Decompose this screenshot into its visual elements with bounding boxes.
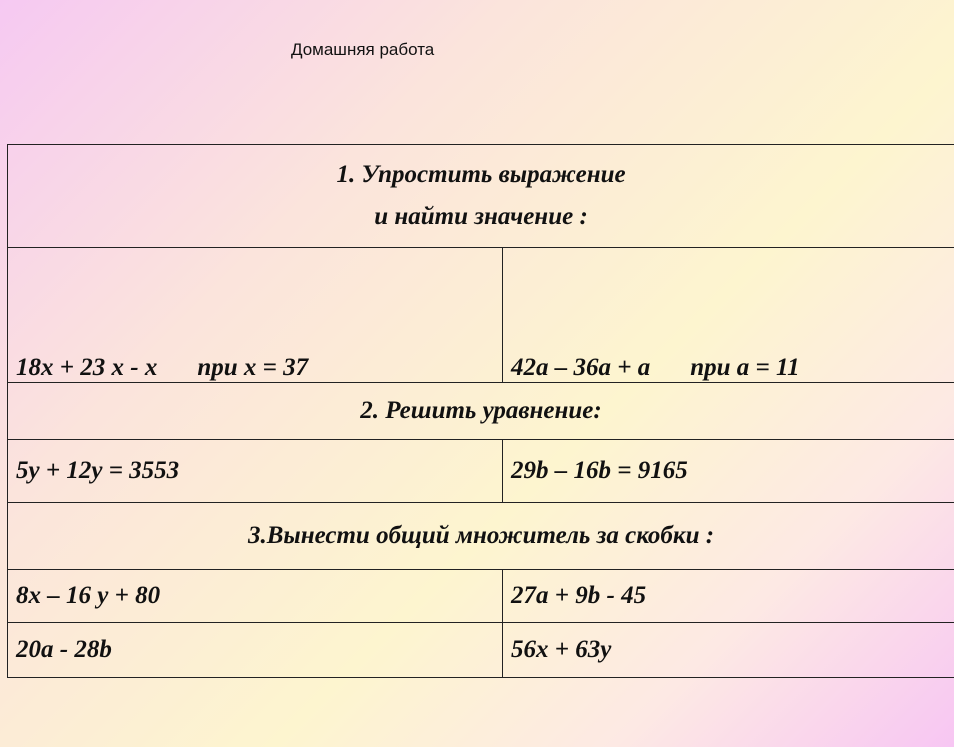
task1-right-cell xyxy=(503,248,954,383)
task3-row2-left: 20a - 28b xyxy=(8,623,503,678)
task3-row1-right: 27a + 9b - 45 xyxy=(503,570,954,623)
task3-row2-right: 56x + 63y xyxy=(503,623,954,678)
task1-heading-line1: 1. Упростить выражение xyxy=(336,161,626,188)
task1-heading xyxy=(8,145,954,248)
task1-heading-line2: и найти значение : xyxy=(374,203,588,230)
task1-right-expression: 42a – 36a + a xyxy=(511,354,651,381)
task2-heading: 2. Решить уравнение: xyxy=(8,383,954,440)
page-title: Домашняя работа xyxy=(291,40,435,59)
task1-left-expression: 18x + 23 x - x xyxy=(16,354,158,381)
homework-table xyxy=(7,144,954,678)
task3-heading: 3.Вынести общий множитель за скобки : xyxy=(8,503,954,570)
task1-left-condition: при x = 37 xyxy=(197,354,309,381)
task2-left-equation: 5y + 12y = 3553 xyxy=(8,440,503,503)
task1-right-condition: при a = 11 xyxy=(690,354,800,381)
task3-row1-left: 8x – 16 y + 80 xyxy=(8,570,503,623)
task1-left-cell xyxy=(8,248,503,383)
task2-right-equation: 29b – 16b = 9165 xyxy=(503,440,954,503)
